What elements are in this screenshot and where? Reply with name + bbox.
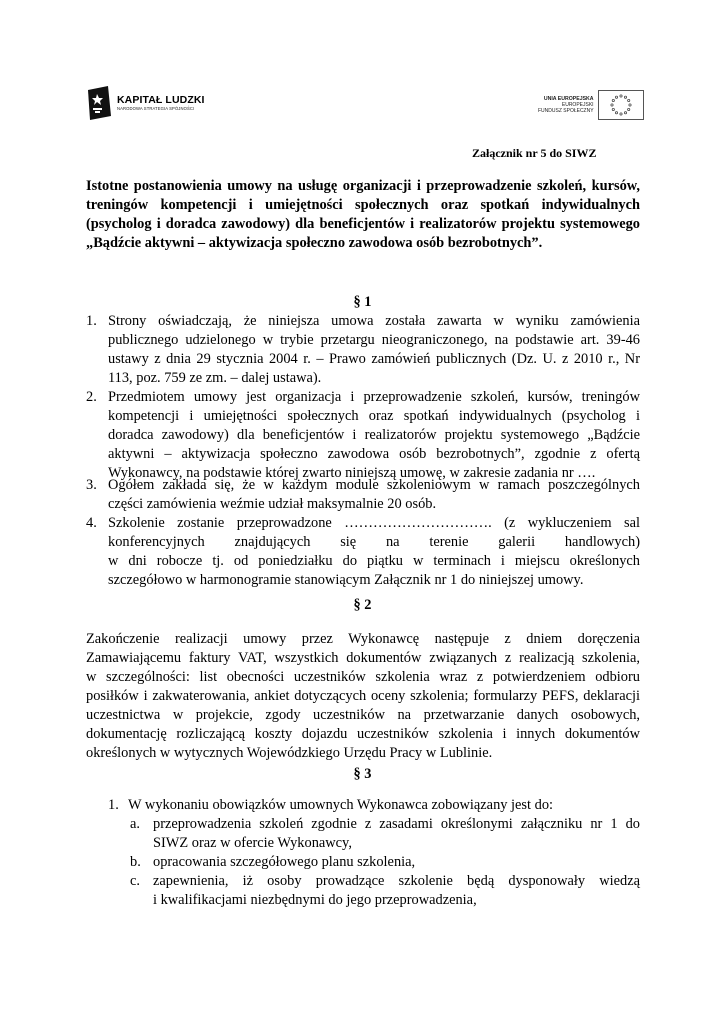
item-line: opracowania szczegółowego planu szkolenia, [153, 854, 416, 870]
attachment-label: Załącznik nr 5 do SIWZ [472, 146, 597, 160]
item-number: 1. [86, 313, 97, 329]
item-line: doradca zawodowy) dla beneficjentów i realizatorów projektu systemowego „Bądźcie [108, 427, 640, 443]
paragraph-line: uczestnictwa w projekcie, zgody uczestników na przetwarzanie danych osobowych, [86, 707, 640, 723]
list-item [86, 388, 640, 483]
section-2-heading: § 2 [353, 597, 372, 613]
section-1-heading: § 1 [353, 294, 372, 310]
item-line: W wykonaniu obowiązków umownych Wykonawca zobowiązany jest do: [128, 797, 554, 813]
sub-list-item [108, 815, 640, 853]
title-line: treningów kompetencji i umiejętności społecznych oraz spotkań indywidualnych [86, 197, 640, 213]
section-3-heading: § 3 [353, 766, 372, 782]
section-2-paragraph [86, 630, 640, 763]
eu-logo-text [538, 96, 594, 114]
item-letter: a. [130, 816, 140, 832]
item-number: 4. [86, 515, 97, 531]
paragraph-line: dokumentację rozliczającą koszty dojazdu uczestników szkolenia i innych dokumentów [86, 726, 640, 742]
item-line: kompetencji i umiejętności społecznych oraz spotkań indywidualnych (psycholog i [108, 408, 640, 424]
logo-left-subtitle: NARODOWA STRATEGIA SPÓJNOŚCI [117, 106, 195, 112]
paragraph-line: w szczególności: list obecności uczestników szkolenia wraz z potwierdzeniem odbioru [86, 669, 640, 685]
item-number: 1. [108, 797, 119, 813]
item-line: w dni robocze tj. od poniedziałku do piątku w terminach i miejscu określonych [108, 553, 640, 569]
list-item [86, 476, 640, 514]
eu-flag-icon [598, 90, 644, 120]
list-item [86, 312, 640, 388]
item-letter: b. [130, 854, 141, 870]
item-line: zapewnienia, iż osoby prowadzące szkolenie będą dysponowały wiedzą [153, 873, 640, 889]
section-3-list [108, 796, 640, 910]
eu-logo-line-3: FUNDUSZ SPOŁECZNY [538, 108, 594, 114]
item-line: aktywni – aktywizacja społeczno zawodowa osób bezrobotnych”, zgodnie z ofertą [108, 446, 640, 462]
section-1-list-continued [86, 476, 640, 590]
item-line: Szkolenie zostanie przeprowadzone …………………………. (z wykluczeniem sal [108, 515, 640, 531]
item-letter: c. [130, 873, 140, 889]
paragraph-line: określonych w wytycznych Wojewódzkiego Urzędu Pracy w Lublinie. [86, 745, 493, 761]
item-line: Przedmiotem umowy jest organizacja i przeprowadzenie szkoleń, kursów, treningów [108, 389, 640, 405]
paragraph-line: posiłków i zakwaterowania, ankiet dotyczących oceny szkolenia; formularzy PEFS, deklaracji [86, 688, 640, 704]
item-line: Ogółem zakłada się, że w każdym module szkoleniowym w ramach poszczególnych [108, 477, 640, 493]
eu-logo-line-1: UNIA EUROPEJSKA [543, 96, 594, 102]
title-line: (psycholog i doradca zawodowy) dla beneficjentów i realizatorów projektu systemowego [86, 216, 640, 232]
logo-left-title: KAPITAŁ LUDZKI [117, 93, 205, 106]
document-title [86, 177, 640, 253]
item-line: Strony oświadczają, że niniejsza umowa została zawarta w wyniku zamówienia [108, 313, 640, 329]
section-1-list [86, 312, 640, 483]
item-number: 3. [86, 477, 97, 493]
item-line: konferencyjnych znajdujących się na terenie galerii handlowych) [108, 534, 640, 550]
item-line: i kwalifikacjami niezbędnymi do jego przeprowadzenia, [153, 892, 477, 908]
item-line: SIWZ oraz w ofercie Wykonawcy, [153, 835, 352, 851]
kapital-ludzki-emblem-icon [86, 86, 112, 120]
eu-logo-line-2: EUROPEJSKI [561, 102, 594, 108]
item-number: 2. [86, 389, 97, 405]
item-line: publicznego udzielonego w trybie przetargu nieograniczonego, na podstawie art. 39-46 [108, 332, 640, 348]
list-item [108, 796, 640, 815]
sub-list-item [108, 853, 640, 872]
sub-list-item [108, 872, 640, 910]
paragraph-line: Zamawiającemu faktury VAT, wszystkich dokumentów związanych z realizacją szkolenia, [86, 650, 640, 666]
eu-logo [538, 90, 644, 120]
kapital-ludzki-logo [86, 86, 205, 120]
item-line: części zamówienia weźmie udział maksymalnie 20 osób. [108, 496, 437, 512]
title-line: Istotne postanowienia umowy na usługę organizacji i przeprowadzenie szkoleń, kursów, [86, 178, 640, 194]
item-line: ustawy z dnia 29 stycznia 2004 r. – Prawo zamówień publicznych (Dz. U. z 2010 r., Nr [108, 351, 640, 367]
item-line: szczegółowo w harmonogramie stanowiącym Załącznik nr 1 do niniejszej umowy. [108, 572, 584, 588]
item-line: Wykonawcy, na podstawie której zwarto niniejszą umowę, w zakresie zadania nr …. [108, 465, 596, 481]
item-line: 113, poz. 759 ze zm. – dalej ustawa). [108, 370, 322, 386]
item-line: przeprowadzenia szkoleń zgodnie z zasadami określonymi załączniku nr 1 do [153, 816, 640, 832]
list-item [86, 514, 640, 590]
paragraph-line: Zakończenie realizacji umowy przez Wykonawcę następuje z dniem doręczenia [86, 631, 640, 647]
title-line: „Bądźcie aktywni – aktywizacja społeczno zawodowa osób bezrobotnych”. [86, 235, 543, 251]
